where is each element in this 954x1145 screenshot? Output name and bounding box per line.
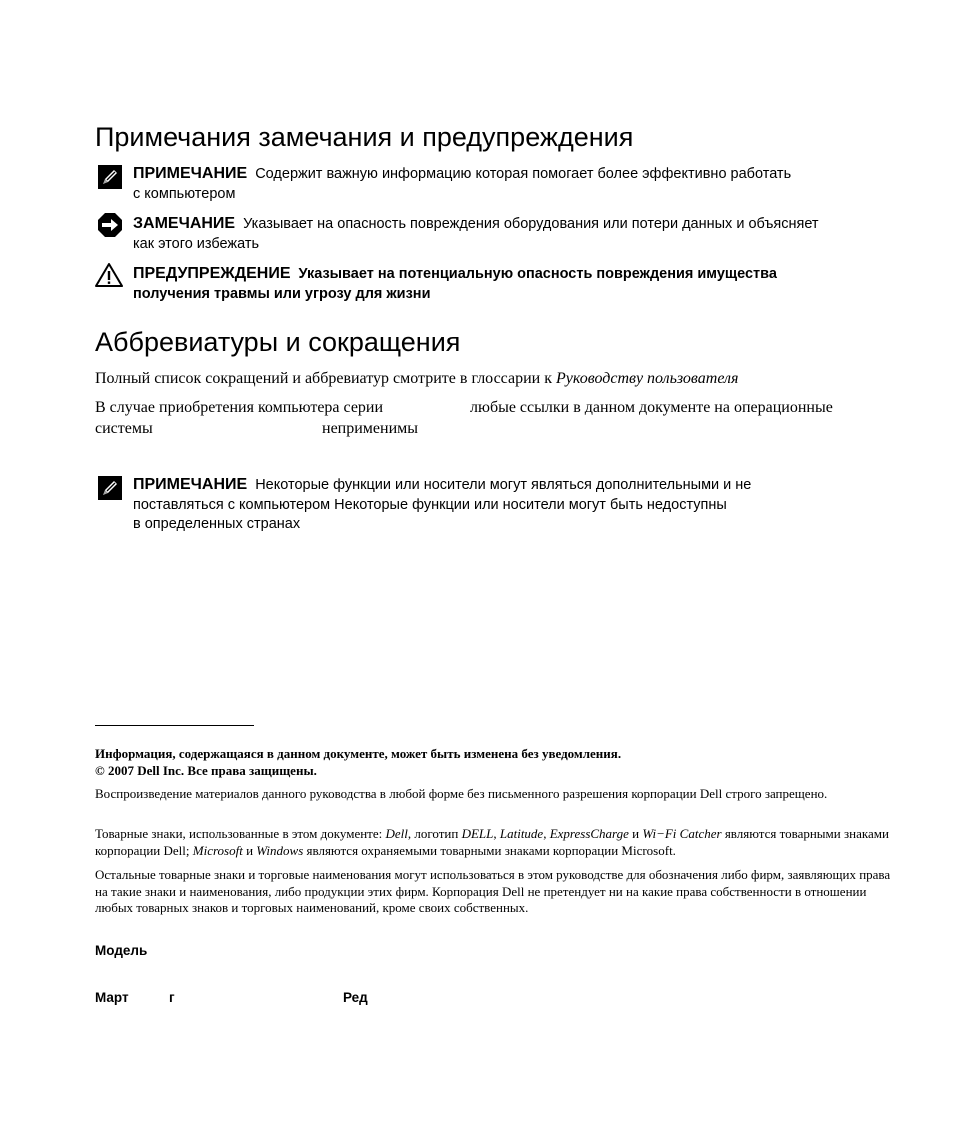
tm-text: и (242, 842, 257, 858)
tm-wifi-catcher: Wi−Fi Catcher (642, 826, 722, 841)
tm-dell: Dell (385, 826, 408, 841)
warning-triangle-icon (95, 262, 123, 288)
notice-line: как этого избежать (133, 235, 260, 252)
note-line: с компьютером (133, 185, 236, 202)
legal-header (95, 746, 895, 779)
date-month: Март (95, 990, 129, 1005)
notice-line: Указывает на опасность повреждения оборудования или потери данных и объясняет (243, 216, 819, 232)
tm-expresscharge: ExpressCharge (549, 826, 629, 841)
tm-text: , (543, 826, 550, 841)
warning-label: ПРЕДУПРЕЖДЕНИЕ (133, 265, 291, 282)
tm-text: Товарные знаки, использованные в этом документе: (95, 826, 386, 841)
note-block-2 (133, 475, 913, 535)
other-trademarks-paragraph: Остальные товарные знаки и торговые наименования могут использоваться в этом руководстве для обозначения либо фирм, заявляющих права на такие знаки и наименования, либо продукции этих фирм. Корпорация Dell не претендует ни на какие права собственности в отношении любых товарных знаков и торговых наименований, кроме своих собственных. (95, 867, 891, 915)
tm-text: , (493, 826, 500, 841)
date-year-suffix: г (169, 990, 175, 1005)
tm-text: являются охраняемыми товарными знаками корпорации Microsoft. (303, 842, 676, 858)
warning-line: Указывает на потенциальную опасность повреждения имущества (298, 266, 777, 282)
abbr-paragraph-2-part3: системы (95, 420, 153, 437)
abbr-paragraph-2-part1: В случае приобретения компьютера серии (95, 399, 384, 416)
legal-line: Информация, содержащаяся в данном документе, может быть изменена без уведомления. (95, 746, 622, 761)
tm-text: , логотип (407, 826, 462, 841)
abbr-paragraph-2-part2: любые ссылки в данном документе на операционные (470, 399, 833, 416)
warning-line: получения травмы или угрозу для жизни (133, 285, 431, 302)
tm-text: являются товарными знаками корпорации Dell; (95, 826, 889, 858)
tm-dell-logo: DELL (461, 826, 494, 841)
tm-text: и (628, 826, 643, 841)
abbr-heading: Аббревиатуры и сокращения (95, 327, 461, 357)
note-line: Некоторые функции или носители могут являться дополнительными и не (255, 477, 752, 493)
trademarks-paragraph (95, 826, 895, 859)
notice-block (133, 214, 913, 254)
reproduction-notice: Воспроизведение материалов данного руководства в любой форме без письменного разрешения корпорации Dell строго запрещено. (95, 786, 828, 801)
footnote-divider (95, 725, 254, 726)
abbr-text: Полный список сокращений и аббревиатур смотрите в глоссарии к (95, 370, 556, 387)
abbr-paragraph-2-part4: неприменимы (322, 420, 419, 437)
note-label: ПРИМЕЧАНИЕ (133, 165, 248, 182)
note-line: в определенных странах (133, 516, 301, 532)
tm-windows: Windows (256, 842, 304, 858)
copyright-line: © 2007 Dell Inc. Все права защищены. (95, 762, 317, 778)
warning-block (133, 264, 913, 304)
note-line: поставляться с компьютером Некоторые функции или носители могут быть недоступны (133, 496, 727, 513)
tm-microsoft: Microsoft (192, 842, 243, 858)
notice-label: ЗАМЕЧАНИЕ (133, 215, 236, 232)
notice-hand-icon (98, 213, 122, 237)
abbr-paragraph (95, 368, 895, 389)
pencil-note-icon (98, 476, 122, 500)
revision-label: Ред (343, 990, 368, 1005)
note-line: Содержит важную информацию которая помогает более эффективно работать (255, 166, 792, 182)
pencil-note-icon (98, 165, 122, 189)
tm-latitude: Latitude (499, 826, 544, 841)
user-guide-link: Руководству пользователя (555, 370, 739, 387)
notes-heading: Примечания замечания и предупреждения (95, 122, 634, 152)
note-label: ПРИМЕЧАНИЕ (133, 476, 248, 493)
model-label: Модель (95, 943, 148, 958)
note-block (133, 164, 913, 204)
